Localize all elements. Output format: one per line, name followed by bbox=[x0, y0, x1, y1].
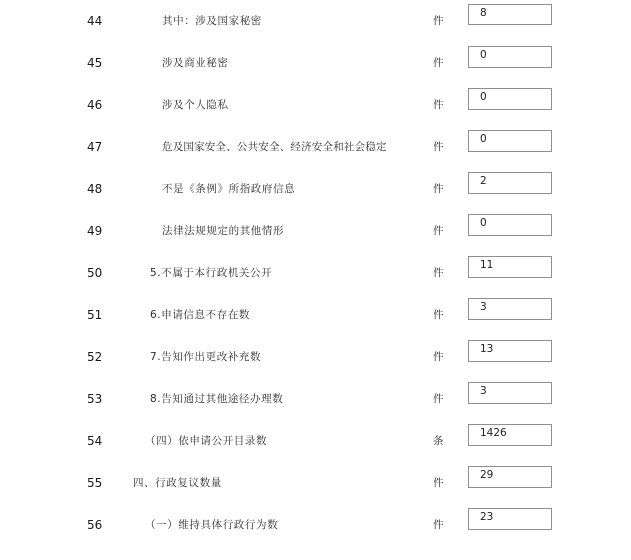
row-unit: 件 bbox=[433, 99, 444, 111]
value-input[interactable]: 1426 bbox=[468, 424, 552, 446]
row-unit: 件 bbox=[433, 519, 444, 531]
row-label: 涉及个人隐私 bbox=[162, 99, 229, 111]
row-label: 其中：涉及国家秘密 bbox=[162, 15, 262, 27]
row-number: 47 bbox=[87, 140, 103, 154]
row-number: 45 bbox=[87, 56, 103, 70]
row-number: 44 bbox=[87, 14, 103, 28]
value-input[interactable]: 0 bbox=[468, 214, 552, 236]
value-input[interactable]: 0 bbox=[468, 130, 552, 152]
table-row bbox=[0, 511, 631, 557]
row-number: 51 bbox=[87, 308, 103, 322]
row-unit: 件 bbox=[433, 15, 444, 27]
row-unit: 件 bbox=[433, 141, 444, 153]
row-label: 8.告知通过其他途径办理数 bbox=[150, 393, 284, 405]
row-label: 法律法规规定的其他情形 bbox=[162, 225, 285, 237]
row-unit: 件 bbox=[433, 351, 444, 363]
value-input[interactable]: 8 bbox=[468, 4, 552, 25]
row-number: 49 bbox=[87, 224, 103, 238]
row-label: 7.告知作出更改补充数 bbox=[150, 351, 262, 363]
value-input[interactable]: 11 bbox=[468, 256, 552, 278]
row-unit: 件 bbox=[433, 267, 444, 279]
row-label: 6.申请信息不存在数 bbox=[150, 309, 251, 321]
row-unit: 条 bbox=[433, 435, 444, 447]
row-label: （一）维持具体行政行为数 bbox=[145, 519, 279, 531]
row-number: 52 bbox=[87, 350, 103, 364]
row-label: 涉及商业秘密 bbox=[162, 57, 229, 69]
row-unit: 件 bbox=[433, 393, 444, 405]
value-input[interactable]: 2 bbox=[468, 172, 552, 194]
value-input[interactable]: 0 bbox=[468, 46, 552, 68]
row-label: 危及国家安全、公共安全、经济安全和社会稳定 bbox=[162, 141, 387, 153]
value-input[interactable]: 0 bbox=[468, 88, 552, 110]
row-number: 48 bbox=[87, 182, 103, 196]
row-number: 46 bbox=[87, 98, 103, 112]
row-label: 四、行政复议数量 bbox=[133, 477, 222, 489]
value-input[interactable]: 13 bbox=[468, 340, 552, 362]
row-number: 54 bbox=[87, 434, 103, 448]
row-number: 50 bbox=[87, 266, 103, 280]
row-label: 5.不属于本行政机关公开 bbox=[150, 267, 273, 279]
row-number: 56 bbox=[87, 518, 103, 532]
row-unit: 件 bbox=[433, 309, 444, 321]
row-unit: 件 bbox=[433, 225, 444, 237]
row-unit: 件 bbox=[433, 477, 444, 489]
value-input[interactable]: 3 bbox=[468, 298, 552, 320]
row-unit: 件 bbox=[433, 183, 444, 195]
row-label: 不是《条例》所指政府信息 bbox=[162, 183, 296, 195]
row-label: （四）依申请公开目录数 bbox=[145, 435, 268, 447]
value-input[interactable]: 23 bbox=[468, 508, 552, 530]
row-number: 53 bbox=[87, 392, 103, 406]
value-input[interactable]: 29 bbox=[468, 466, 552, 488]
row-number: 55 bbox=[87, 476, 103, 490]
row-unit: 件 bbox=[433, 57, 444, 69]
value-input[interactable]: 3 bbox=[468, 382, 552, 404]
